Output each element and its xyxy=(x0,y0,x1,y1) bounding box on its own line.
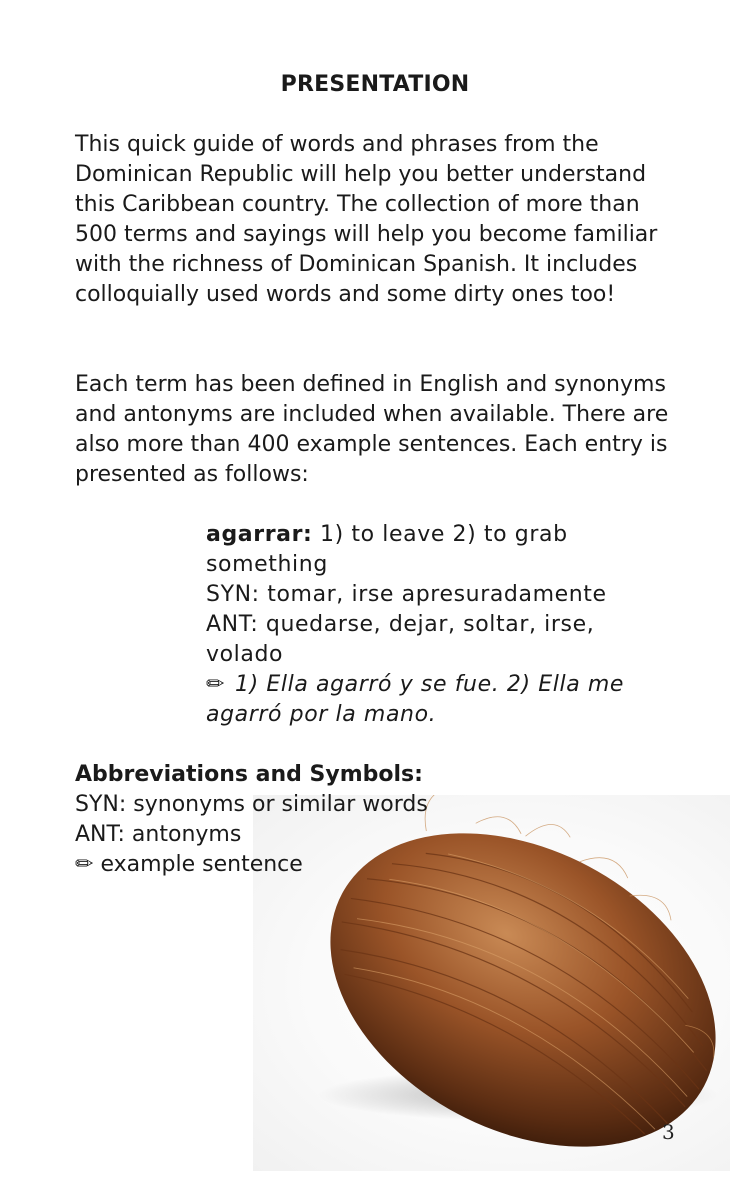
pencil-icon: ✏ xyxy=(75,852,94,877)
abbreviation-ant: ANT: antonyms xyxy=(75,822,242,847)
entry-definition-line xyxy=(206,520,676,580)
abbreviation-example-label: example sentence xyxy=(100,852,303,877)
entry-definition: 1) to leave 2) to grab something xyxy=(206,522,568,577)
entry-example-line xyxy=(206,670,676,730)
entry-format-paragraph: Each term has been defined in English and synonyms and antonyms are included when available. There are also more than 400 example sentences. Each entry is presented as follows: xyxy=(75,372,669,487)
entry-headword: agarrar: xyxy=(206,522,313,547)
page-title: PRESENTATION xyxy=(280,72,470,97)
sample-entry xyxy=(206,520,676,730)
intro-paragraph: This quick guide of words and phrases from the Dominican Republic will help you better understand this Caribbean country. The collection of more than 500 terms and sayings will help you become familiar with the richness of Dominican Spanish. It includes colloquially used words and some dirty ones too! xyxy=(75,132,658,307)
abbreviation-example xyxy=(75,850,428,880)
entry-antonyms: ANT: quedarse, dejar, soltar, irse, volado xyxy=(206,612,595,667)
abbreviations-list xyxy=(75,790,428,880)
entry-synonyms: SYN: tomar, irse apresuradamente xyxy=(206,582,607,607)
abbreviation-syn: SYN: synonyms or similar words xyxy=(75,792,428,817)
pencil-icon: ✏ xyxy=(206,672,226,697)
page-number: 3 xyxy=(662,1120,675,1144)
abbreviations-heading: Abbreviations and Symbols: xyxy=(75,762,423,787)
entry-example: 1) Ella agarró y se fue. 2) Ella me agarró por la mano. xyxy=(206,672,625,727)
